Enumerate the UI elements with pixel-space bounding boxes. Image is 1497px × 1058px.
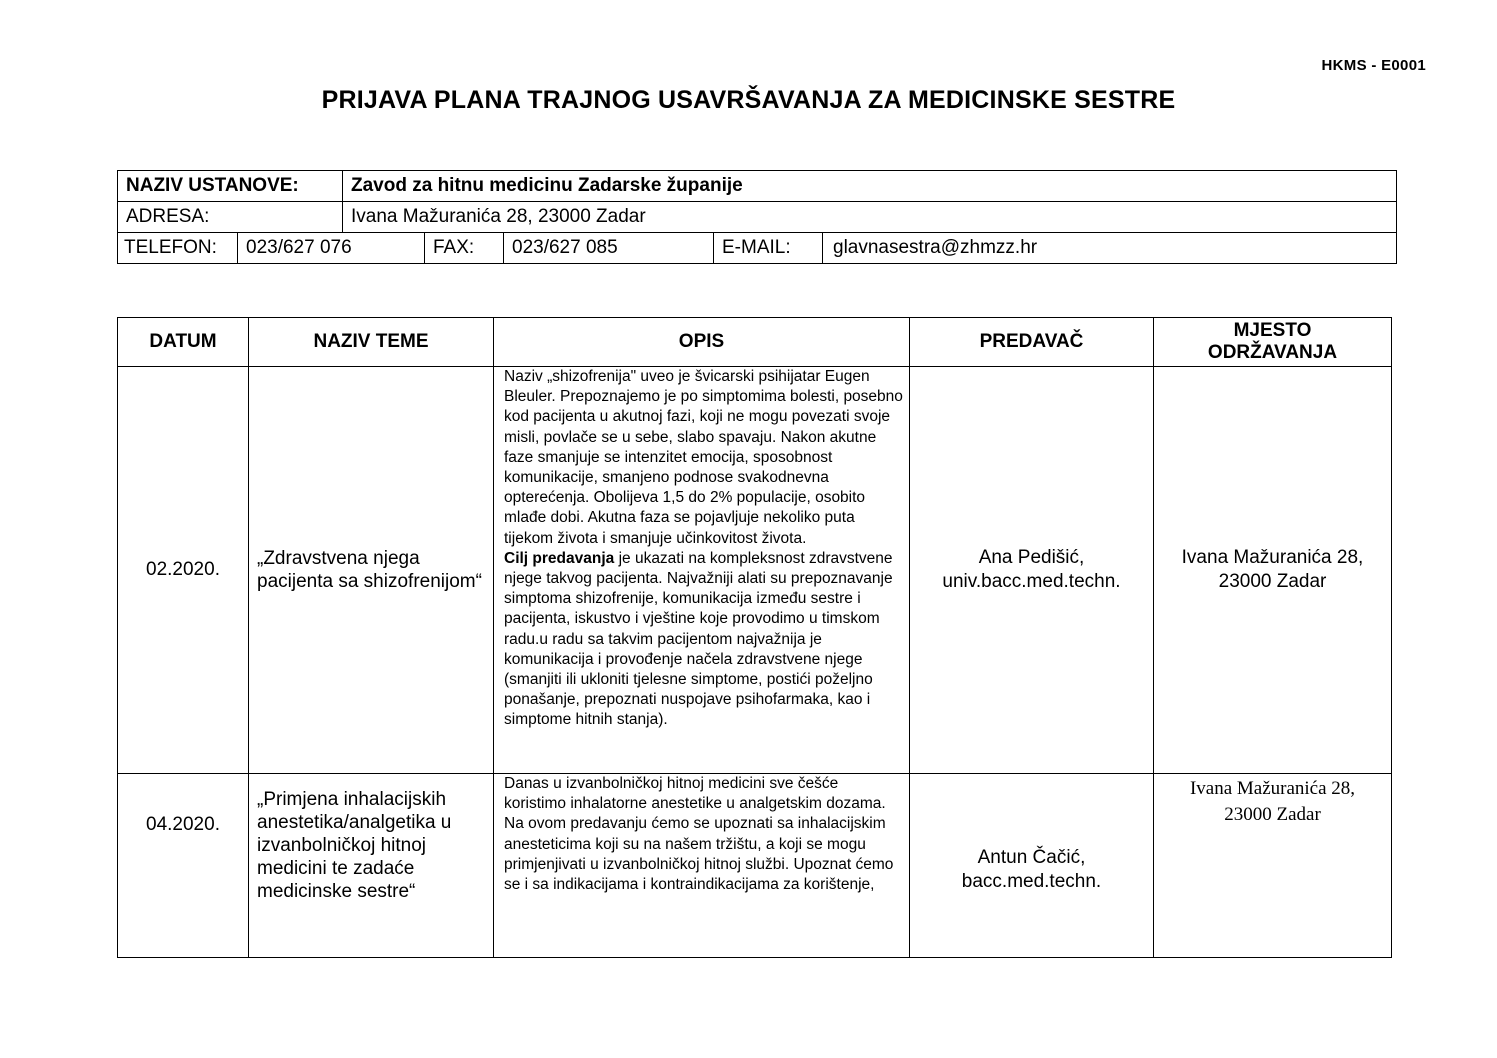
row-theme: „Zdravstvena njega pacijenta sa shizofrenijom“: [249, 367, 494, 774]
institution-address-label: ADRESA:: [118, 202, 343, 233]
location-line2: 23000 Zadar: [1218, 571, 1327, 592]
plan-header-row: [118, 318, 1392, 367]
email-value: glavnasestra@zhmzz.hr: [833, 237, 1038, 258]
row-date: 04.2020.: [118, 774, 249, 958]
table-row: [118, 367, 1392, 774]
plan-table: [117, 317, 1392, 958]
contact-subtable: [118, 233, 1396, 263]
lecturer-title: bacc.med.techn.: [961, 870, 1102, 892]
description-text-cont: je ukazati na kompleksnost zdravstvene njege takvog pacijenta. Najvažniji alati su prepoznavanje simptoma shizofrenije, komunikacija između sestre i pacijenta, iskustvo i vještine koje provodimo u timskom radu.u radu sa takvim pacijentom najvažnija je komunikacija i provođenje načela zdravstvene njege (smanjiti ili ukloniti tjelesne simptome, postići poželjno ponašanje, prepoznati nuspojave psihofarmaka, kao i simptome hitnih stanja).: [504, 549, 893, 729]
lecturer-title: univ.bacc.med.techn.: [942, 571, 1121, 592]
row-lecturer: [910, 367, 1154, 774]
header-date: DATUM: [118, 318, 249, 367]
header-description: OPIS: [494, 318, 910, 367]
lecturer-name: Ana Pedišić,: [978, 547, 1085, 568]
institution-address-row: [118, 202, 1397, 233]
row-date: 02.2020.: [118, 367, 249, 774]
institution-name-value: Zavod za hitnu medicinu Zadarske županije: [343, 171, 1397, 202]
fax-value: 023/627 085: [504, 233, 714, 263]
header-lecturer: PREDAVAČ: [910, 318, 1154, 367]
phone-value: 023/627 076: [238, 233, 425, 263]
email-label: E-MAIL:: [714, 233, 823, 263]
institution-address-value: Ivana Mažuranića 28, 23000 Zadar: [343, 202, 1397, 233]
header-theme: NAZIV TEME: [249, 318, 494, 367]
row-location: [1154, 367, 1392, 774]
lecturer-name: Antun Čačić,: [977, 846, 1086, 868]
location-line1: Ivana Mažuranića 28,: [1181, 547, 1364, 568]
institution-name-row: [118, 171, 1397, 202]
description-text: Danas u izvanbolničkoj hitnoj medicini sve češće koristimo inhalatorne anestetike u analgetskim dozama. Na ovom predavanju ćemo se upoznati sa inhalacijskim anesteticima koji su na našem tržištu, a koji se mogu primjenjivati u izvanbolničkoj hitnoj službi. Upoznat ćemo se i sa indikacijama i kontraindikacijama za korištenje,: [504, 775, 894, 894]
institution-table: [117, 170, 1397, 264]
row-location: [1154, 774, 1392, 958]
contact-cell: [118, 233, 1397, 264]
row-lecturer: [910, 774, 1154, 958]
location-line1: Ivana Mažuranića 28,: [1189, 778, 1356, 799]
institution-name-label: NAZIV USTANOVE:: [118, 171, 343, 202]
phone-label: TELEFON:: [118, 233, 238, 263]
header-location: MJESTO ODRŽAVANJA: [1154, 318, 1392, 367]
description-text: Naziv „shizofrenija" uveo je švicarski psihijatar Eugen Bleuler. Prepoznajemo je po simptomima bolesti, posebno kod pacijenta u akutnoj fazi, koji ne mogu povezati svoje misli, povlače se u sebe, slabo spavaju. Nakon akutne faze smanjuje se intenzitet emocija, sposobnost komunikacije, smanjeno podnose svakodnevna opterećenja. Obolijeva 1,5 do 2% populacije, osobito mlađe dobi. Akutna faza se pojavljuje nekoliko puta tijekom života i smanjuje učinkovitost života.: [504, 368, 903, 547]
institution-contact-row: [118, 233, 1397, 264]
table-row: [118, 774, 1392, 958]
row-description: [494, 367, 910, 774]
page-title: PRIJAVA PLANA TRAJNOG USAVRŠAVANJA ZA MEDICINSKE SESTRE: [321, 86, 1176, 114]
row-theme: „Primjena inhalacijskih anestetika/analgetika u izvanbolničkoj hitnoj medicini te zadaće medicinske sestre“: [249, 774, 494, 958]
description-bold: Cilj predavanja: [504, 549, 615, 567]
form-code: HKMS - E0001: [1321, 57, 1426, 74]
fax-label: FAX:: [425, 233, 504, 263]
location-line2: 23000 Zadar: [1224, 804, 1321, 825]
row-description: [494, 774, 910, 958]
